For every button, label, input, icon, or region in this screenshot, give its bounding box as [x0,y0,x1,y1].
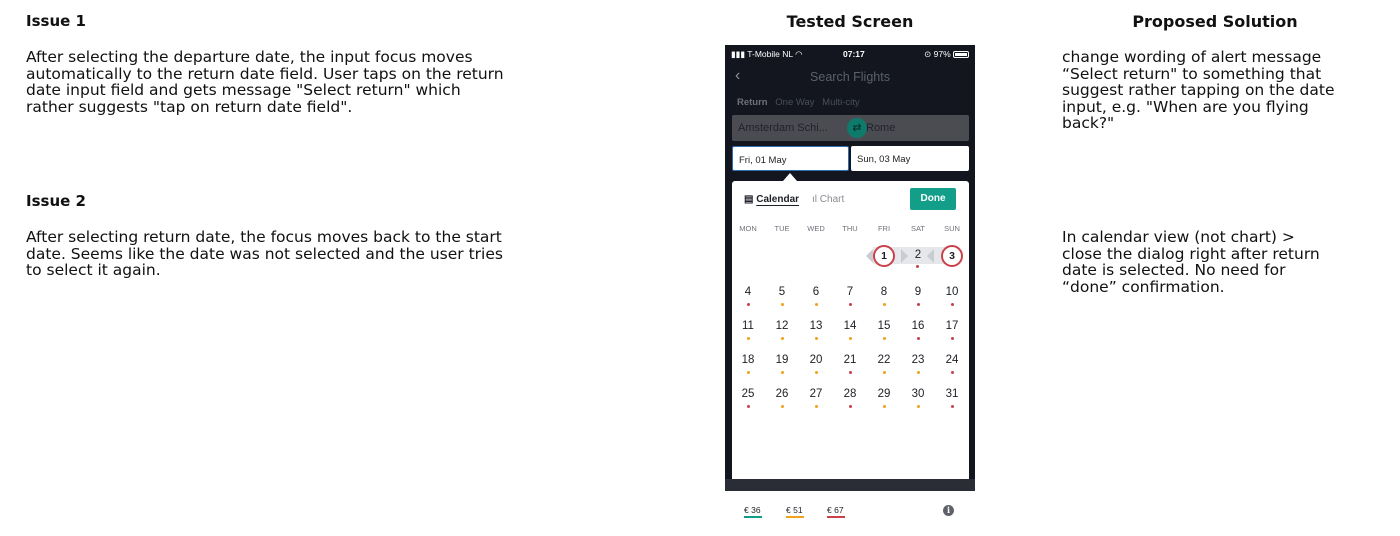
price-dot [781,405,784,408]
selected-end-day[interactable]: 3 [941,245,963,267]
price-dot [951,405,954,408]
tab-chart[interactable]: ıl Chart [812,194,845,205]
solution-1-line: “Select return" to something that [1062,64,1322,83]
weekday-label: SAT [910,224,926,233]
wifi-icon: ◠ [795,49,803,59]
departure-date-field[interactable]: Fri, 01 May [732,146,849,171]
origin-field[interactable]: Amsterdam Schi... [738,122,828,134]
calendar-day[interactable]: 11 [742,320,754,332]
price-dot [951,303,954,306]
tab-return[interactable]: Return [737,97,768,108]
weekday-label: MON [739,224,757,233]
price-dot [781,337,784,340]
solution-2-line: date is selected. No need for [1062,261,1286,279]
calendar-day[interactable]: 12 [775,320,789,332]
price-dot [747,337,750,340]
calendar-day[interactable]: 21 [843,354,857,366]
price-dot [815,371,818,374]
calendar-day[interactable]: 8 [880,286,888,298]
price-dot [747,371,750,374]
destination-field[interactable]: Rome [866,122,896,134]
issue-2-line: date. Seems like the date was not selected and the user tries [26,244,503,263]
route-fields [732,115,969,141]
calendar-icon: ▤ [744,194,754,205]
solution-2-line: “done” confirmation. [1062,277,1225,296]
status-bar [731,49,969,61]
price-dot [747,303,750,306]
calendar-day[interactable]: 15 [877,320,891,332]
alarm-icon: ⊙ [924,49,932,59]
carrier-label: ▮▮▮ T-Mobile NL ◠ [731,49,803,59]
calendar-day[interactable]: 20 [809,354,823,366]
nav-title: Search Flights [810,70,890,84]
issue-1-line: After selecting the departure date, the input focus moves [26,48,473,66]
price-dot [883,337,886,340]
price-dot [917,303,920,306]
legend-mid: € 51 [786,505,804,518]
swap-icon[interactable]: ⇄ [847,118,867,138]
calendar-day[interactable]: 26 [775,388,789,400]
price-dot [917,405,920,408]
range-day[interactable]: 2 [914,249,922,261]
calendar-popover [732,181,969,515]
price-dot [849,303,852,306]
price-dot [781,371,784,374]
issue-1-line: rather suggests "tap on return date field". [26,97,353,116]
calendar-day[interactable]: 16 [911,320,925,332]
calendar-day[interactable]: 29 [877,388,891,400]
calendar-day[interactable]: 6 [812,286,820,298]
calendar-day[interactable]: 13 [809,320,823,332]
calendar-day[interactable]: 4 [744,286,752,298]
price-dot [815,405,818,408]
battery-icon [953,51,969,58]
price-dot [815,303,818,306]
calendar-day[interactable]: 14 [843,320,857,332]
solution-2-line: In calendar view (not chart) > [1062,228,1295,246]
price-dot [951,371,954,374]
calendar-day[interactable]: 5 [778,286,786,298]
solution-1-line: suggest rather tapping on the date [1062,81,1335,99]
status-time: 07:17 [843,49,865,59]
solution-2-line: close the dialog right after return [1062,244,1320,263]
calendar-day[interactable]: 28 [843,388,857,400]
nav-bar [725,67,975,87]
popover-arrow [783,173,797,181]
issue-1-line: date input field and gets message "Select return" which [26,81,461,99]
calendar-day[interactable]: 25 [741,388,755,400]
issue-1-line: automatically to the return date field. User taps on the return [26,64,504,83]
calendar-day[interactable]: 24 [945,354,959,366]
legend-high: € 67 [827,505,845,518]
issue-1-title: Issue 1 [26,12,86,30]
obscured-content [725,479,975,491]
price-dot [917,371,920,374]
legend-low: € 36 [744,505,762,518]
price-dot [781,303,784,306]
selected-start-day[interactable]: 1 [873,245,895,267]
price-dot [951,337,954,340]
tab-calendar[interactable]: ▤ Calendar [744,194,800,205]
range-arrow-left-icon [866,249,873,263]
calendar-day[interactable]: 17 [945,320,959,332]
weekday-label: FRI [877,224,891,233]
calendar-day[interactable]: 30 [911,388,925,400]
weekday-label: WED [807,224,825,233]
legend-swatch [744,516,762,518]
tested-screen-screenshot [725,45,975,515]
calendar-day[interactable]: 7 [846,286,854,298]
legend-swatch [827,516,845,518]
tab-multi-city[interactable]: Multi-city [822,97,860,108]
calendar-day[interactable]: 19 [775,354,789,366]
return-date-field[interactable]: Sun, 03 May [851,146,969,171]
price-dot [849,337,852,340]
issue-1-description [26,49,571,115]
price-dot [849,371,852,374]
issue-2-line: After selecting return date, the focus moves back to the start [26,228,502,246]
bar-chart-icon: ıl [812,194,817,205]
calendar-day[interactable]: 22 [877,354,891,366]
issue-2-title: Issue 2 [26,192,86,210]
weekday-label: SUN [944,224,960,233]
trip-type-tabs [737,97,865,108]
calendar-day[interactable]: 18 [741,354,755,366]
issue-2-description [26,229,571,279]
proposed-solution-header: Proposed Solution [1132,12,1298,31]
price-dot [747,405,750,408]
price-dot [883,371,886,374]
legend-swatch [786,516,804,518]
price-dot [883,303,886,306]
done-button[interactable]: Done [910,188,956,210]
solution-1-line: input, e.g. "When are you flying [1062,97,1309,116]
calendar-day[interactable]: 10 [945,286,959,298]
calendar-day[interactable]: 23 [911,354,925,366]
issue-2-line: to select it again. [26,261,161,279]
info-icon[interactable]: i [943,505,954,516]
price-dot [917,337,920,340]
weekday-label: THU [842,224,858,233]
price-dot [849,405,852,408]
solution-1-line: back?" [1062,114,1115,132]
calendar-day[interactable]: 31 [945,388,959,400]
back-chevron-icon[interactable]: ‹ [735,67,741,84]
solution-1 [1062,49,1374,132]
tab-one-way[interactable]: One Way [775,97,815,108]
tested-screen-header: Tested Screen [786,12,914,31]
calendar-day[interactable]: 9 [914,286,922,298]
weekday-label: TUE [774,224,790,233]
solution-1-line: change wording of alert message [1062,48,1322,66]
price-dot [916,265,919,268]
price-dot [883,405,886,408]
solution-2 [1062,229,1374,295]
calendar-day[interactable]: 27 [809,388,823,400]
price-dot [815,337,818,340]
battery-indicator: ⊙ 97% [924,49,969,60]
signal-icon: ▮▮▮ [731,49,746,59]
